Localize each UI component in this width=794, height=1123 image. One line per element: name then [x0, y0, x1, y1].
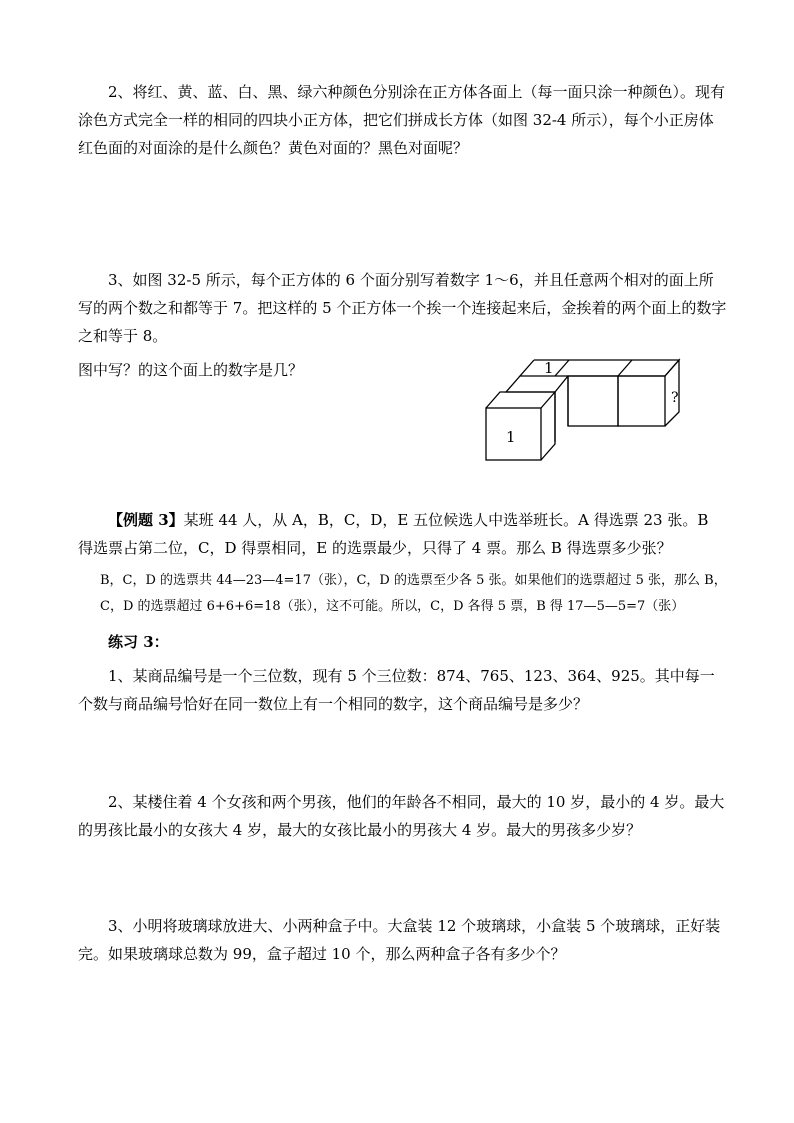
example-3-text: 某班 44 人，从 A，B，C，D，E 五位候选人中选举班长。A 得选票 23 张。B 得选票占第二位，C，D 得票相同，E 的选票最少，只得了 4 票。那么 B 得选票多少张？ [78, 511, 714, 557]
example-3-tag: 【例题 3】 [108, 511, 184, 529]
edge-a [555, 360, 569, 376]
problem-3-question: 图中写？的这个面上的数字是几？ [78, 361, 304, 379]
mid-edge [555, 376, 568, 392]
example-3 [78, 506, 728, 562]
top-face-number: 1 [544, 359, 554, 377]
front-side [541, 392, 555, 460]
front-top [486, 392, 555, 408]
example-3-solution: B，C，D 的选票共 44—23—4=17（张），C，D 的选票至少各 5 张。如果他们的选票超过 5 张，那么 B，C，D 的选票超过 6+6+6=18（张），这不可能。所以，C，D 各得 5 票，B 得 17—5—5=7（张） [100, 573, 727, 614]
cube-figure [484, 356, 694, 466]
problem-3-text: 3、如图 32-5 所示，每个正方体的 6 个面分别写着数字 1～6，并且任意两个相对的面上所写的两个数之和都等于 7。把这样的 5 个正方体一个挨一个连接起来后，金挨着的两个面上的数字之和等于 8。 [78, 271, 727, 345]
practice-3-q3: 3、小明将玻璃球放进大、小两种盒子中。大盒装 12 个玻璃球，小盒装 5 个玻璃球，正好装完。如果玻璃球总数为 99，盒子超过 10 个，那么两种盒子各有多少个？ [78, 917, 721, 963]
edge-b [618, 360, 632, 376]
cubes-diagram [484, 356, 694, 466]
front-top-edge [541, 392, 555, 408]
practice-3-q2: 2、某楼住着 4 个女孩和两个男孩，他们的年龄各不相同，最大的 10 岁，最小的 4 岁。最大的男孩比最小的女孩大 4 岁，最大的女孩比最小的男孩大 4 岁。最大的男孩多少岁？ [78, 793, 725, 839]
front-face-number: 1 [506, 428, 516, 446]
practice-3-q1: 1、某商品编号是一个三位数，现有 5 个三位数：874、765、123、364、925。其中每一个数与商品编号恰好在同一数位上有一个相同的数字，这个商品编号是多少？ [78, 667, 715, 713]
unknown-face-mark: ? [671, 390, 679, 406]
practice-3-title: 练习 3： [108, 633, 169, 651]
cube-back-3 [618, 376, 665, 426]
cube-back-2 [568, 376, 618, 426]
problem-2: 2、将红、黄、蓝、白、黑、绿六种颜色分别涂在正方体各面上（每一面只涂一种颜色）。现有涂色方式完全一样的相同的四块小正方体，把它们拼成长方体（如图 32-4 所示），每个小正房体红色面的对面涂的是什么颜色？黄色对面的？黑色对面呢？ [78, 83, 726, 157]
